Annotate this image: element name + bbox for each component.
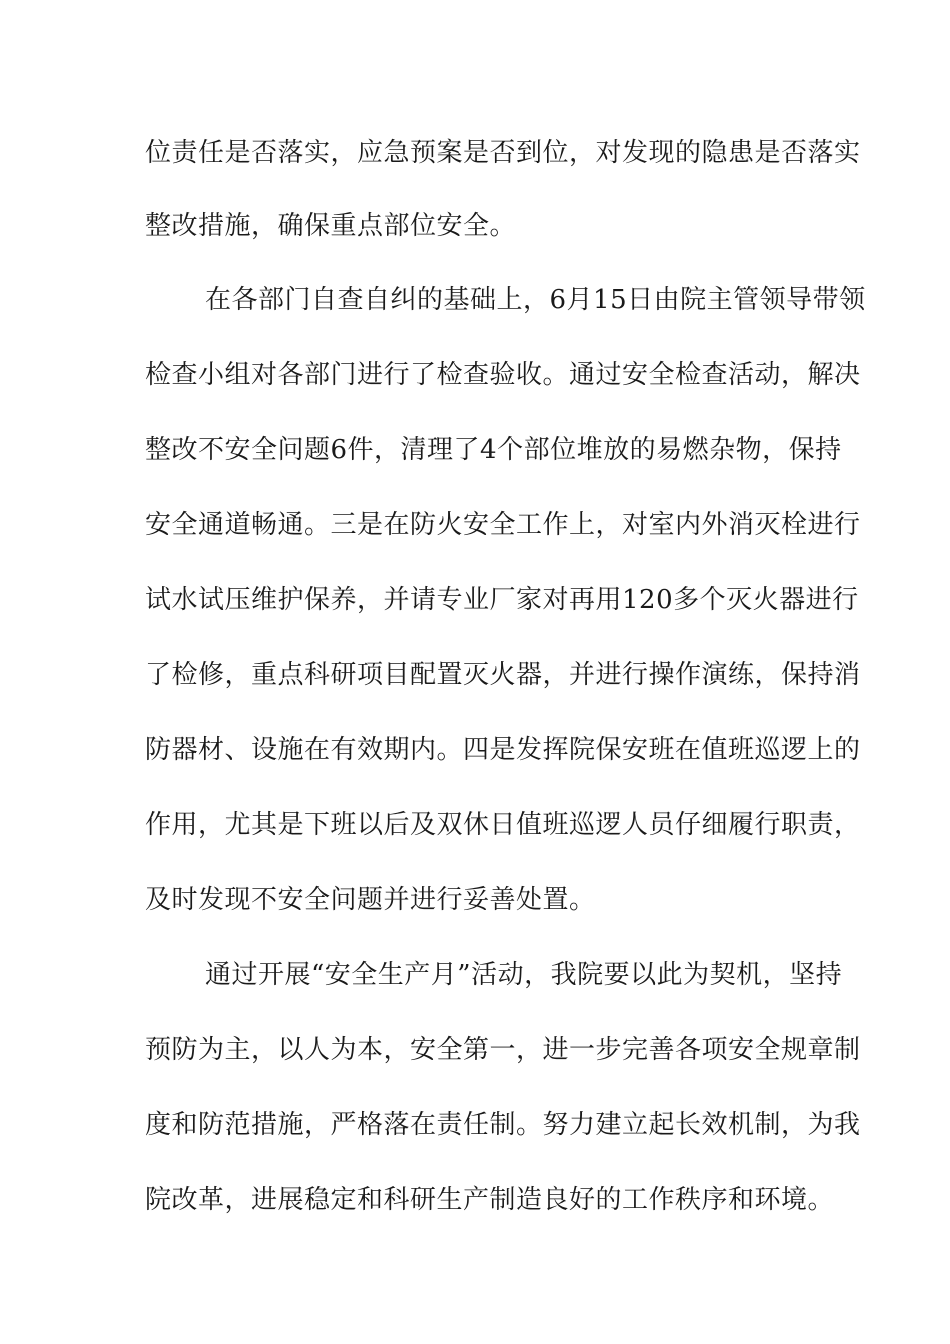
text-line: 检查小组对各部门进行了检查验收。通过安全检查活动，解决 [145,360,861,390]
text-line: 预防为主，以人为本，安全第一，进一步完善各项安全规章制 [145,1035,861,1065]
text-line: 安全通道畅通。三是在防火安全工作上，对室内外消灭栓进行 [145,510,861,540]
text-line: 整改措施，确保重点部位安全。 [145,211,517,241]
text-line: 院改革，进展稳定和科研生产制造良好的工作秩序和环境。 [145,1185,835,1215]
text-line: 防器材、设施在有效期内。四是发挥院保安班在值班巡逻上的 [145,735,861,765]
text-line: 位责任是否落实，应急预案是否到位，对发现的隐患是否落实 [145,138,861,168]
text-line: 作用，尤其是下班以后及双休日值班巡逻人员仔细履行职责， [145,810,861,840]
text-line: 了检修，重点科研项目配置灭火器，并进行操作演练，保持消 [145,660,861,690]
text-line: 试水试压维护保养，并请专业厂家对再用120多个灭火器进行 [145,585,859,615]
paragraph-start-line: 在各部门自查自纠的基础上，6月15日由院主管领导带领 [205,285,866,315]
text-line: 及时发现不安全问题并进行妥善处置。 [145,885,596,915]
paragraph-start-line: 通过开展“安全生产月”活动，我院要以此为契机，坚持 [205,960,843,990]
text-line: 度和防范措施，严格落在责任制。努力建立起长效机制，为我 [145,1110,861,1140]
text-line: 整改不安全问题6件，清理了4个部位堆放的易燃杂物，保持 [145,435,842,465]
